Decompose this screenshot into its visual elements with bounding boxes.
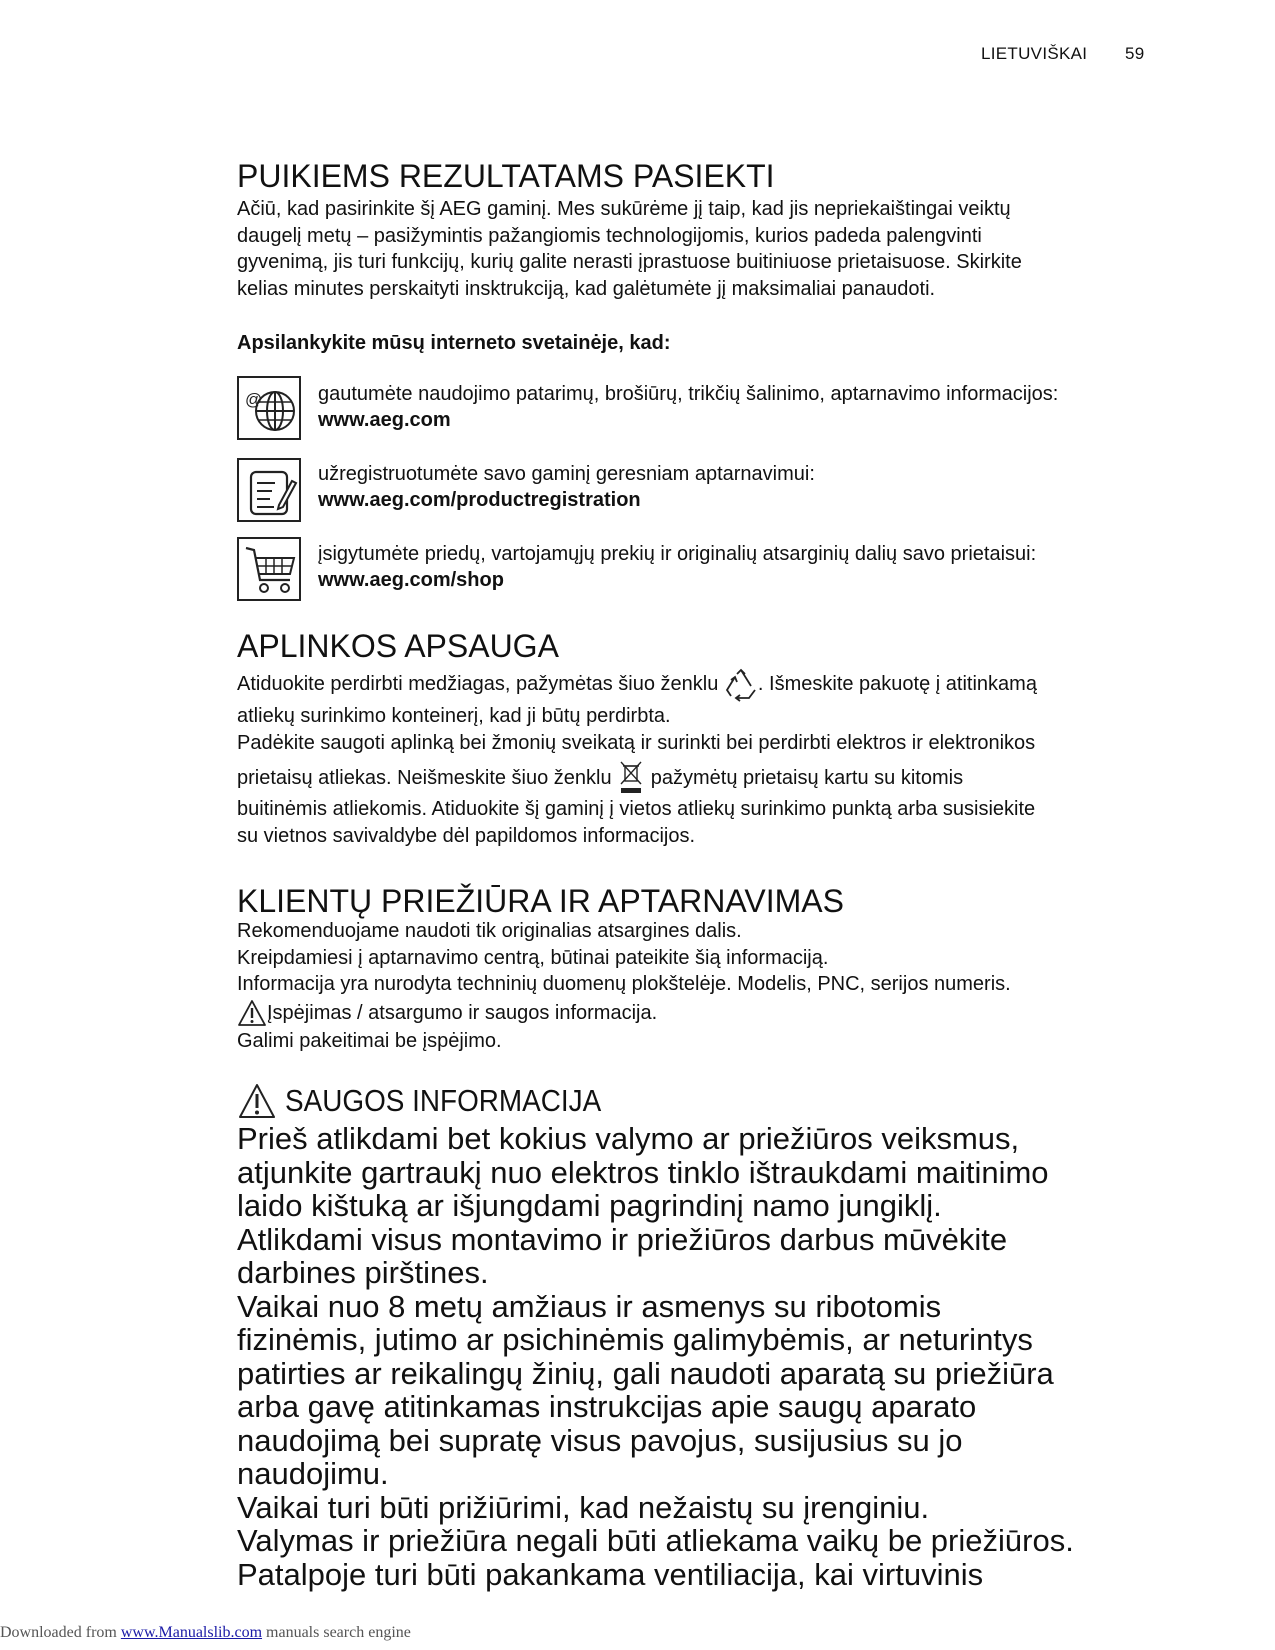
shopping-cart-icon bbox=[242, 542, 298, 598]
link-url-aeg[interactable]: www.aeg.com bbox=[318, 409, 451, 431]
link-row-registration bbox=[318, 461, 815, 513]
link-description: užregistruotumėte savo gaminį geresniam aptarnavimui: bbox=[318, 463, 815, 485]
link-row-support bbox=[318, 381, 1058, 433]
environment-text: buitinėmis atliekomis. Atiduokite šį gaminį į vietos atliekų surinkimo punktą arba susisiekite bbox=[237, 798, 1036, 820]
safety-line: laido kištuką ar išjungdami pagrindinį namo jungiklį. bbox=[237, 1188, 942, 1223]
download-footer bbox=[0, 1624, 411, 1642]
care-text: Kreipdamiesi į aptarnavimo centrą, būtinai pateikite šią informaciją. bbox=[237, 946, 829, 969]
link-description: gautumėte naudojimo patarimų, brošiūrų, trikčių šalinimo, aptarnavimo informacijos: bbox=[318, 383, 1059, 405]
footer-suffix: manuals search engine bbox=[266, 1624, 411, 1641]
warning-icon bbox=[237, 999, 267, 1027]
link-row-shop bbox=[318, 541, 1036, 593]
link-description: įsigytumėte priedų, vartojamųjų prekių ir originalių atsarginių dalių savo prietaisui: bbox=[318, 543, 1037, 565]
safety-line: Patalpoje turi būti pakankama ventiliacija, kai virtuvinis bbox=[237, 1556, 984, 1592]
safety-line: Valymas ir priežiūra negali būti atliekama vaikų be priežiūros. bbox=[237, 1523, 1074, 1558]
environment-text: pažymėtų prietaisų kartu su kitomis bbox=[650, 767, 964, 789]
section-title-safety: SAUGOS INFORMACIJA bbox=[285, 1083, 602, 1118]
link-url-shop[interactable]: www.aeg.com/shop bbox=[318, 569, 504, 591]
shopping-cart-icon-box bbox=[237, 537, 301, 601]
registration-icon bbox=[242, 463, 298, 519]
safety-line: naudojimu. bbox=[237, 1456, 389, 1491]
care-text: Įspėjimas / atsargumo ir saugos informacija. bbox=[267, 1001, 658, 1024]
safety-line: Vaikai nuo 8 metų amžiaus ir asmenys su ribotomis bbox=[237, 1288, 942, 1324]
safety-line: Vaikai turi būti prižiūrimi, kad nežaistų su įrenginiu. bbox=[237, 1489, 930, 1525]
safety-line: Atlikdami visus montavimo ir priežiūros darbus mūvėkite bbox=[237, 1221, 1008, 1257]
safety-line: darbines pirštines. bbox=[237, 1255, 489, 1290]
footer-prefix: Downloaded from bbox=[0, 1624, 117, 1641]
visit-heading: Apsilankykite mūsų interneto svetainėje, kad: bbox=[237, 332, 671, 354]
link-url-registration[interactable]: www.aeg.com/productregistration bbox=[318, 489, 641, 511]
page-number: 59 bbox=[1125, 44, 1145, 63]
warning-icon bbox=[237, 1082, 277, 1120]
safety-line: naudojimą bei supratę visus pavojus, susijusius su jo bbox=[237, 1422, 963, 1458]
registration-icon-box bbox=[237, 458, 301, 522]
section-title-customer-care: KLIENTŲ PRIEŽIŪRA IR APTARNAVIMAS bbox=[237, 883, 844, 919]
section-title-environment: APLINKOS APSAUGA bbox=[237, 628, 559, 664]
recycle-icon bbox=[724, 668, 758, 702]
manualslib-link[interactable]: www.Manualslib.com bbox=[120, 1624, 263, 1641]
environment-text: Padėkite saugoti aplinką bei žmonių sveikatą ir surinkti bei perdirbti elektros ir elektronikos bbox=[237, 731, 1036, 754]
section-title-results: PUIKIEMS REZULTATAMS PASIEKTI bbox=[237, 158, 775, 194]
header-language: LIETUVIŠKAI bbox=[981, 44, 1088, 63]
environment-text: prietaisų atliekas. Neišmeskite šiuo ženklu bbox=[237, 767, 612, 789]
intro-line: gyvenimą, jis turi funkcijų, kurių galite nerasti įprastuose buitiniuose prietaisuose. Skirkite bbox=[237, 251, 1022, 273]
intro-line: daugelį metų – pasižymintis pažangiomis technologijomis, kurios padeda palengvinti bbox=[237, 224, 982, 247]
globe-icon bbox=[242, 381, 298, 437]
customer-care-paragraph bbox=[237, 918, 1011, 1054]
intro-line: Ačiū, kad pasirinkite šį AEG gaminį. Mes sukūrėme jį taip, kad jis nepriekaištingai veiktų bbox=[237, 198, 1011, 220]
environment-text: atliekų surinkimo konteinerį, kad ji būtų perdirbta. bbox=[237, 705, 671, 727]
safety-line: fizinėmis, jutimo ar psichinėmis galimybėmis, ar neturintys bbox=[237, 1322, 1033, 1357]
safety-line: Prieš atlikdami bet kokius valymo ar priežiūros veiksmus, bbox=[237, 1121, 1020, 1156]
safety-line: atjunkite gartraukį nuo elektros tinklo ištraukdami maitinimo bbox=[237, 1154, 1049, 1190]
weee-bin-icon bbox=[617, 760, 645, 798]
care-text: Rekomenduojame naudoti tik originalias atsargines dalis. bbox=[237, 920, 742, 942]
globe-icon-box bbox=[237, 376, 301, 440]
care-text: Galimi pakeitimai be įspėjimo. bbox=[237, 1029, 502, 1052]
safety-line: arba gavę atitinkamas instrukcijas apie saugų aparato bbox=[237, 1389, 977, 1424]
intro-paragraph bbox=[237, 196, 1022, 302]
care-text: Informacija yra nurodyta techninių duomenų plokštelėje. Modelis, PNC, serijos numeris. bbox=[237, 973, 1011, 995]
safety-line: patirties ar reikalingų žinių, gali naudoti aparatą su priežiūra bbox=[237, 1355, 1054, 1391]
safety-heading bbox=[237, 1082, 637, 1124]
svg-text:@: @ bbox=[245, 390, 263, 409]
environment-text: . Išmeskite pakuotę į atitinkamą bbox=[757, 673, 1037, 695]
environment-paragraph bbox=[237, 665, 1037, 849]
environment-text: su vietnos savivaldybe dėl papildomos informacijos. bbox=[237, 824, 696, 847]
safety-paragraph bbox=[237, 1122, 1074, 1591]
intro-line: kelias minutes perskaityti insktrukciją, kad galėtumėte jį maksimaliai panaudoti. bbox=[237, 277, 936, 300]
environment-text: Atiduokite perdirbti medžiagas, pažymėtas šiuo ženklu bbox=[237, 673, 719, 695]
